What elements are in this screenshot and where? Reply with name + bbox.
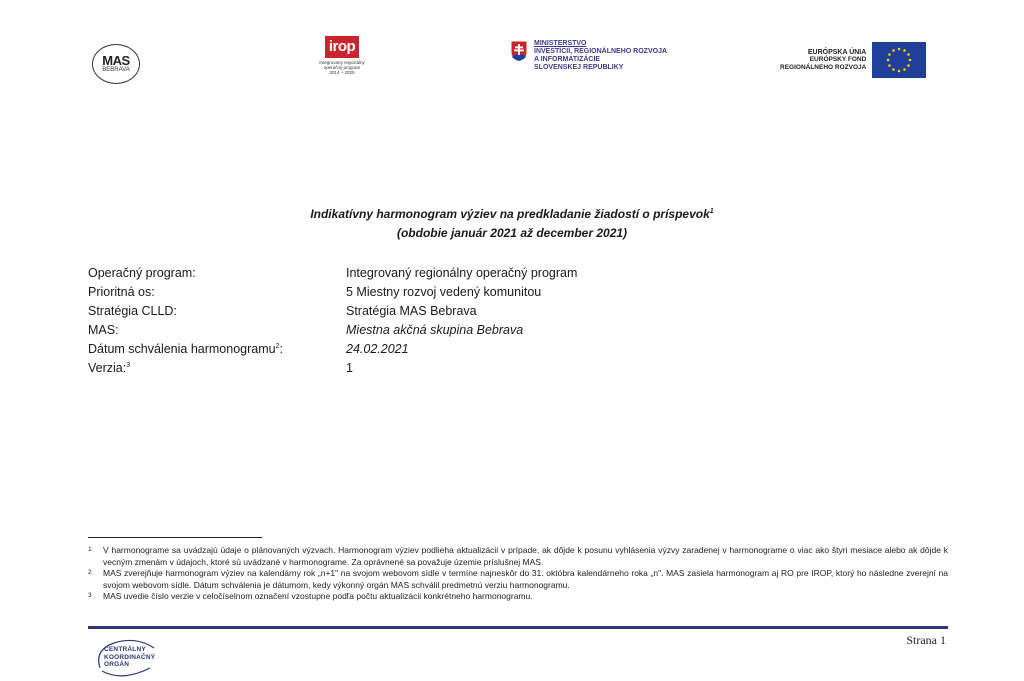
mas-logo-subtext: BEBRAVA [102, 66, 130, 73]
info-label: MAS: [88, 323, 119, 337]
eu-star-icon [898, 48, 901, 51]
info-row-strategy [88, 302, 577, 321]
info-row-mas [88, 321, 577, 340]
info-row-approval-date [88, 340, 577, 359]
info-value: Stratégia MAS Bebrava [346, 304, 477, 318]
ministry-line4: SLOVENSKEJ REPUBLIKY [534, 64, 624, 71]
eu-star-icon [904, 68, 907, 71]
title-line2: (obdobie január 2021 až december 2021) [396, 226, 628, 240]
irop-caption-line1: Integrovaný regionálny [319, 60, 365, 65]
info-label-text: Dátum schválenia harmonogramu [88, 342, 276, 356]
eu-star-icon [909, 59, 912, 62]
irop-logo-mark: irop [325, 36, 359, 58]
footnote [88, 591, 948, 603]
info-value: 5 Miestny rozvoj vedený komunitou [346, 285, 542, 299]
eu-star-icon [908, 53, 911, 56]
ministry-line2: INVESTÍCIÍ, REGIONÁLNEHO ROZVOJA [534, 48, 668, 55]
footnote [88, 545, 948, 568]
eu-logo [780, 42, 926, 78]
eu-star-icon [908, 64, 911, 67]
slovak-coat-of-arms-icon [510, 40, 528, 62]
footnote-text: MAS zverejňuje harmonogram výziev na kalendárny rok „n+1" na svojom webovom sídle v termíne najneskôr do 31. októbra kalendárneho roka „n". MAS zasiela harmonogram aj RO pre IROP, ktorý ho následne zverejní na svojom webovom sídle. Dátum schválenia je dátumom, kedy výkonný orgán MAS schválil predmetnú verziu harmonogramu. [103, 568, 948, 590]
info-label-text: Verzia: [88, 361, 127, 375]
footnote [88, 568, 948, 591]
mas-logo-text: MAS [102, 52, 130, 68]
info-label: Operačný program: [88, 266, 196, 280]
info-label-suffix: : [279, 342, 283, 356]
cko-logo-text [104, 646, 155, 669]
footnote-number: 2 [88, 569, 92, 576]
info-row-version [88, 359, 577, 378]
ministry-logo [510, 40, 667, 72]
ministry-line3: A INFORMATIZÁCIE [534, 56, 601, 63]
info-table [88, 264, 577, 378]
info-value: Miestna akčná skupina Bebrava [346, 323, 524, 337]
footnote-ref: 2 [275, 342, 280, 350]
info-label: Prioritná os: [88, 285, 155, 299]
cko-logo [92, 638, 168, 680]
info-label: Stratégia CLLD: [88, 304, 177, 318]
eu-star-icon [887, 59, 890, 62]
footnote-number: 1 [88, 546, 92, 553]
footnote-text: MAS uvedie číslo verzie v celočíselnom označení vzostupne podľa počtu aktualizácii konkrétneho harmonogramu. [103, 591, 533, 601]
irop-logo [312, 36, 372, 75]
mas-bebrava-logo [92, 44, 140, 84]
page-number: Strana 1 [906, 633, 946, 647]
eu-star-icon [888, 64, 891, 67]
title-footnote-ref: 1 [709, 208, 714, 215]
footnotes [88, 545, 948, 603]
info-value: 1 [346, 361, 353, 375]
eu-star-icon [893, 68, 896, 71]
eu-star-icon [898, 70, 901, 73]
footnote-separator [88, 537, 262, 538]
ministry-logo-text [534, 40, 667, 72]
info-value: Integrovaný regionálny operačný program [346, 266, 578, 280]
eu-star-icon [888, 53, 891, 56]
footnote-ref: 3 [126, 361, 131, 369]
document-title [160, 205, 864, 243]
cko-line1: CENTRÁLNY [104, 646, 146, 653]
eu-line3: REGIONÁLNEHO ROZVOJA [780, 63, 867, 71]
eu-star-icon [904, 49, 907, 52]
cko-line3: ORGÁN [104, 661, 130, 668]
footer-rule [88, 626, 948, 629]
eu-line1: EURÓPSKA ÚNIA [807, 48, 867, 56]
footnote-number: 3 [88, 592, 92, 599]
eu-logo-text [780, 49, 866, 72]
irop-caption-line2: operačný program [323, 65, 361, 70]
cko-line2: KOORDINAČNÝ [104, 653, 156, 661]
eu-line2: EURÓPSKY FOND [809, 56, 867, 64]
title-line1: Indikatívny harmonogram výziev na predkladanie žiadostí o príspevok [310, 207, 710, 221]
info-value: 24.02.2021 [346, 342, 409, 356]
info-label [88, 340, 346, 359]
ministry-line1: MINISTERSTVO [534, 40, 587, 47]
info-row-priority-axis [88, 283, 577, 302]
footnote-text: V harmonograme sa uvádzajú údaje o plánovaných výzvach. Harmonogram výziev podlieha aktualizácii v prípade, ak dôjde k posunu vyhlásenia výzvy zaradenej v harmonograme o viac ako štyri mesiace alebo ak dôjde k vecným zmenám v údajoch, ktoré sú uvádzané v harmonograme. Za oprávnené sa považuje územie príslušnej MAS. [103, 545, 948, 567]
eu-flag-icon [872, 42, 926, 78]
irop-logo-caption [312, 60, 372, 75]
irop-caption-line3: 2014 – 2020 [329, 70, 355, 75]
info-label [88, 359, 346, 378]
info-row-program [88, 264, 577, 283]
eu-star-icon [893, 49, 896, 52]
